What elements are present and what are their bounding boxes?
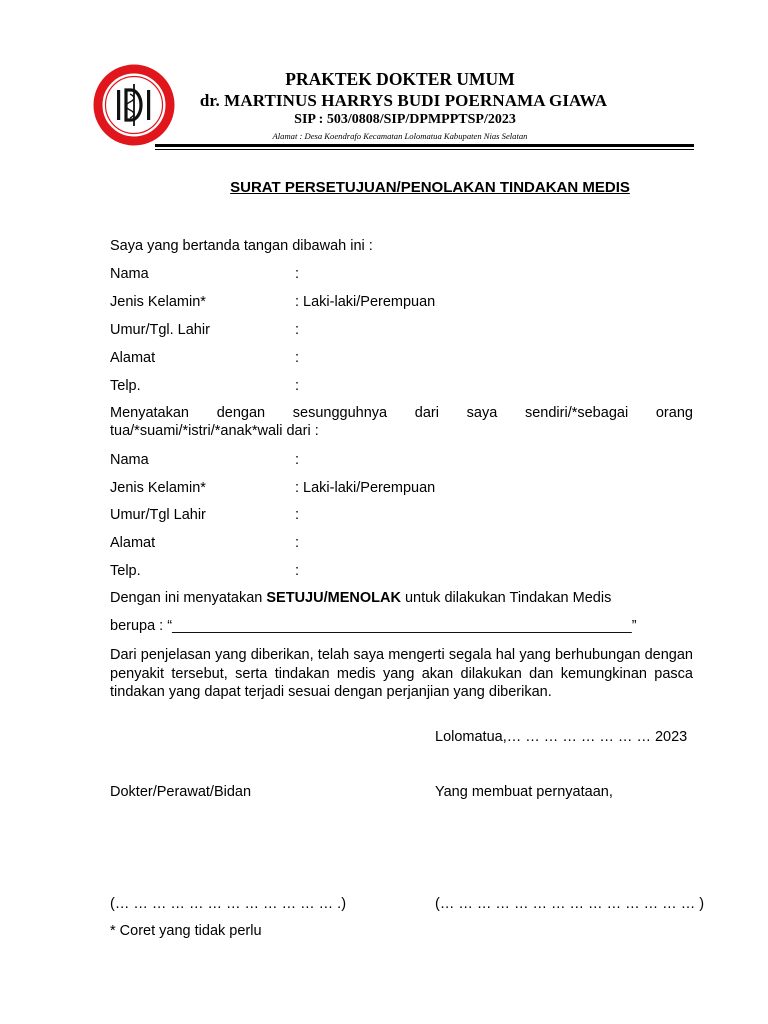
field-value: : [295,350,300,366]
header-rule-thick [155,144,694,147]
field-value: : [295,378,300,394]
field-value: : [295,266,300,282]
field-label: Telp. [110,378,141,394]
field-value: : [295,563,300,579]
explanation-paragraph: Dari penjelasan yang diberikan, telah saya mengerti segala hal yang berhubungan dengan penyakit tersebut, serta tindakan medis yang akan dilakukan dan kemungkinan pasca tindakan yang dapat terjadi sesuai dengan perjanjian yang diberikan. [110,647,693,700]
intro-text: Saya yang bertanda tangan dibawah ini : [110,238,373,254]
declaration-line-2: tua/*suami/*istri/*anak*wali dari : [110,423,319,439]
doctor-name: dr. MARTINUS HARRYS BUDI POERNAMA GIAWA [199,91,608,110]
footnote: * Coret yang tidak perlu [110,923,262,939]
signature-blank-right: (… … … … … … … … … … … … … … ) [435,896,705,912]
berupa-line: berupa : “_________________________________________________________” [110,618,637,634]
declaration-word: sesungguhnya [292,405,388,421]
field-value: : [295,452,300,468]
signer-left-label: Dokter/Perawat/Bidan [110,784,252,800]
field-label: Nama [110,452,149,468]
sip-number: SIP : 503/0808/SIP/DPMPPTSP/2023 [294,112,516,127]
field-value: : Laki-laki/Perempuan [295,480,436,496]
field-label: Alamat [110,350,156,366]
field-value: : [295,535,300,551]
signer-right-label: Yang membuat pernyataan, [435,784,613,800]
practice-title: PRAKTEK DOKTER UMUM [285,69,515,89]
field-label: Alamat [110,535,156,551]
field-label: Umur/Tgl Lahir [110,507,206,523]
declaration-word: saya [466,405,498,421]
field-value: : [295,322,300,338]
field-label: Telp. [110,563,141,579]
declaration-line-1 [110,405,693,421]
header-rule-thin [155,149,694,150]
field-value: : Laki-laki/Perempuan [295,294,436,310]
document-title: SURAT PERSETUJUAN/PENOLAKAN TINDAKAN MEDIS [230,179,630,196]
place-date: Lolomatua,… … … … … … … … 2023 [435,729,688,745]
practice-address: Alamat : Desa Koendrafo Kecamatan Lolomatua Kabupaten Nias Selatan [272,131,528,141]
field-label: Jenis Kelamin* [110,294,206,310]
field-label: Umur/Tgl. Lahir [110,322,210,338]
declaration-word: sendiri/*sebagai [524,405,629,421]
declaration-word: dari [414,405,439,421]
declaration-word: dengan [216,405,266,421]
field-label: Jenis Kelamin* [110,480,206,496]
statement-prefix: Dengan ini menyatakan [110,590,267,606]
field-value: : [295,507,300,523]
signature-blank-left: (… … … … … … … … … … … … .) [110,896,347,912]
statement-suffix: untuk dilakukan Tindakan Medis [400,590,612,606]
statement-choice: SETUJU/MENOLAK [266,590,401,606]
field-label: Nama [110,266,149,282]
idi-logo [93,64,175,146]
declaration-word: Menyatakan [110,405,189,421]
statement-line [110,590,611,606]
declaration-word: orang [655,405,693,421]
